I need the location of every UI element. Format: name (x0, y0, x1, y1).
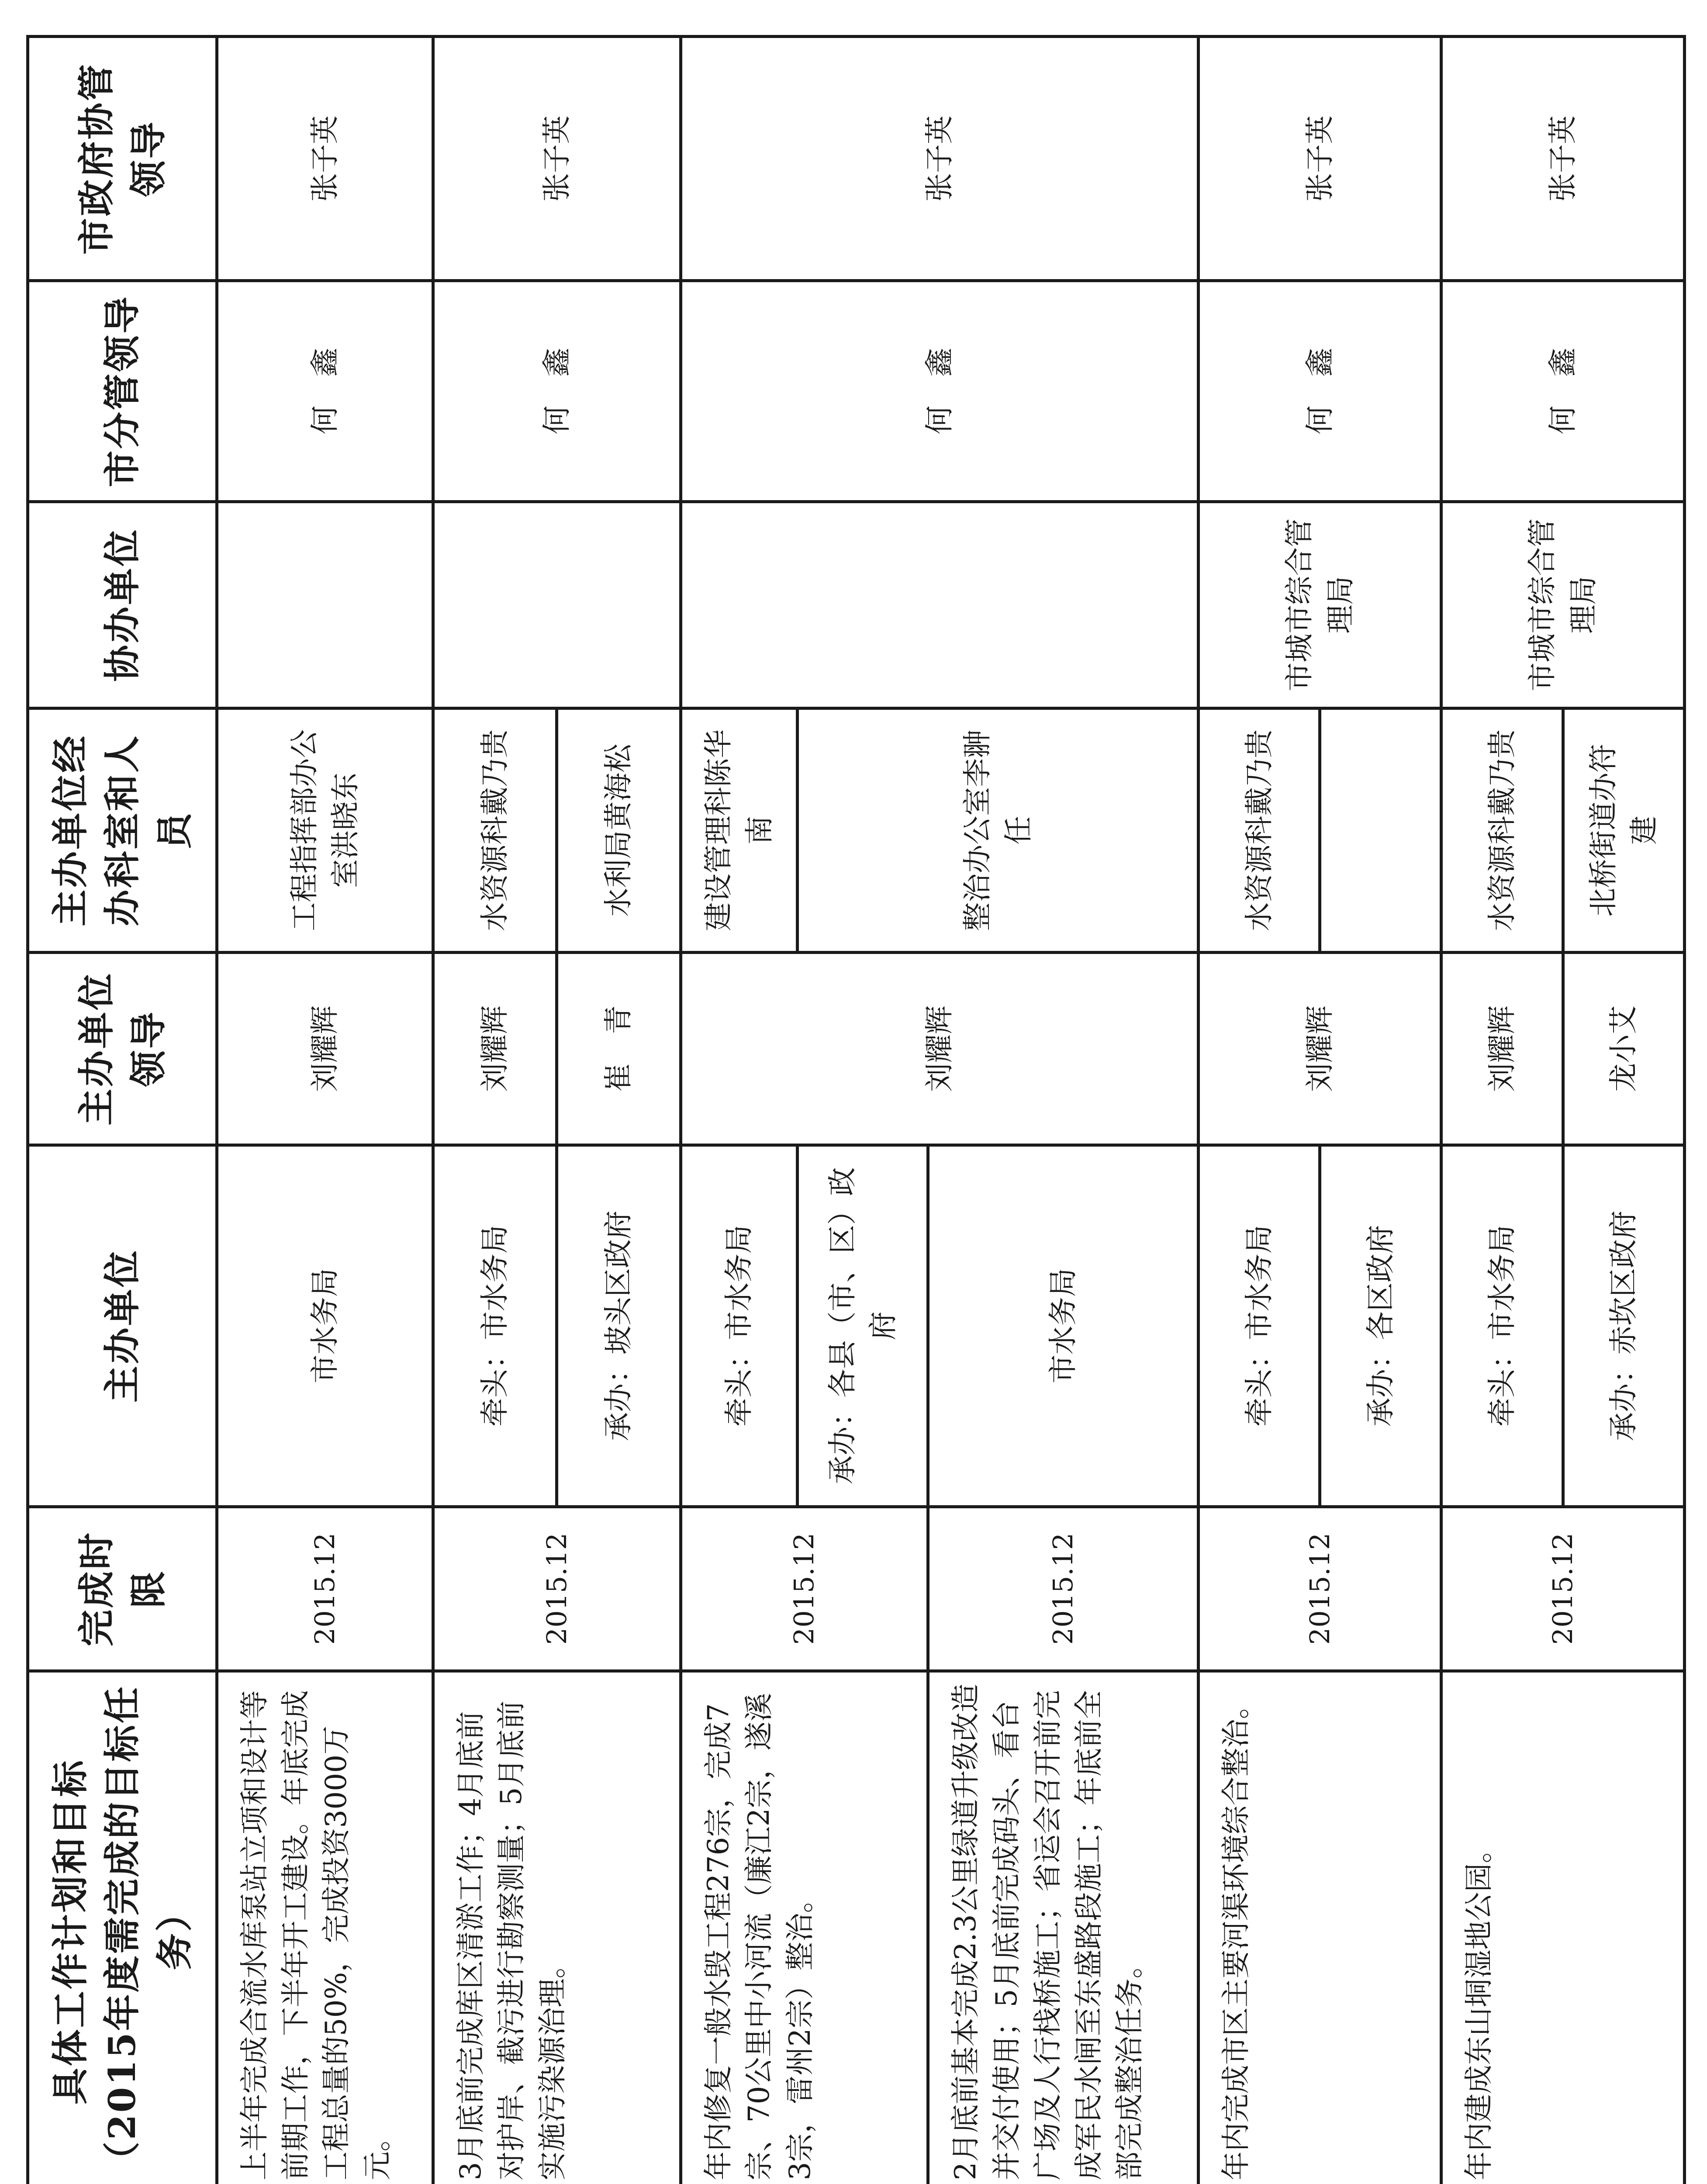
cell-co-unit: 市城市综合管理局 (1198, 501, 1441, 708)
cell-plan: 年内建成东山垌湿地公园。 (1441, 1671, 1685, 2184)
cell-sub-staff: 北桥街道办符 建 (1563, 708, 1684, 952)
cell-gov-leader: 张子英 (433, 37, 681, 281)
header-co-unit: 协办单位 (28, 501, 217, 708)
cell-sub-unit: 承办：各县（市、区）政府 (798, 1145, 928, 1507)
cell-deadline: 2015.12 (433, 1507, 681, 1671)
cell-lead-staff: 建设管理科陈华南 (681, 708, 798, 952)
header-host-unit: 主办单位 (28, 1145, 217, 1507)
cell-lead-leader: 刘耀辉 (681, 952, 1198, 1145)
cell-sub-unit: 承办：赤坎区政府 (1563, 1145, 1684, 1507)
cell-plan: 3月底前完成库区清淤工作；4月底前对护岸、截污进行勘察测量；5月底前实施污染源治理。 (433, 1671, 681, 2184)
cell-host-staff: 工程指挥部办公室洪晓东 (217, 708, 433, 952)
header-row (28, 37, 217, 2184)
cell-gov-leader: 张子英 (1198, 37, 1441, 281)
cell-host-unit: 市水务局 (217, 1145, 433, 1507)
cell-city-leader: 何 鑫 (433, 281, 681, 501)
cell-deadline: 2015.12 (217, 1507, 433, 1671)
cell-deadline: 2015.12 (681, 1507, 928, 1671)
cell-lead-unit: 牵头：市水务局 (1198, 1145, 1320, 1507)
cell-gov-leader: 张子英 (681, 37, 1198, 281)
cell-deadline: 2015.12 (1198, 1507, 1441, 1671)
header-city-leader: 市分管领导 (28, 281, 217, 501)
cell-lead-leader: 刘耀辉 (433, 952, 556, 1145)
cell-co-unit (681, 501, 1198, 708)
cell-city-leader: 何 鑫 (217, 281, 433, 501)
header-plan (28, 1671, 217, 2184)
header-deadline: 完成时限 (28, 1507, 217, 1671)
cell-sub-staff (1320, 708, 1441, 952)
cell-host-leader: 刘耀辉 (217, 952, 433, 1145)
cell-city-leader: 何 鑫 (1198, 281, 1441, 501)
cell-lead-staff: 水资源科戴乃贵 (433, 708, 556, 952)
cell-lead-unit: 牵头：市水务局 (1441, 1145, 1563, 1507)
table-row (217, 37, 433, 2184)
cell-sub-leader: 崔 青 (557, 952, 681, 1145)
cell-sub-unit: 承办：坡头区政府 (557, 1145, 681, 1507)
cell-lead-staff: 水资源科戴乃贵 (1441, 708, 1563, 952)
header-host-staff: 主办单位经办科室和人员 (28, 708, 217, 952)
cell-city-leader: 何 鑫 (1441, 281, 1685, 501)
cell-lead-leader: 刘耀辉 (1198, 952, 1441, 1145)
table-row (681, 37, 798, 2184)
cell-plan: 2月底前基本完成2.3公里绿道升级改造并交付使用；5月底前完成码头、看台广场及人行栈桥施工；省运会召开前完成军民水闸至东盛路段施工；年底前全部完成整治任务。 (928, 1671, 1198, 2184)
header-host-leader: 主办单位领导 (28, 952, 217, 1145)
cell-deadline: 2015.12 (1441, 1507, 1685, 1671)
cell-lead-staff: 水资源科戴乃贵 (1198, 708, 1320, 952)
cell-plan: 年内完成市区主要河渠环境综合整治。 (1198, 1671, 1441, 2184)
table-row (433, 37, 556, 2184)
cell-lead-leader: 刘耀辉 (1441, 952, 1563, 1145)
cell-deadline: 2015.12 (928, 1507, 1198, 1671)
header-plan-subtitle: （2015年度需完成的目标任务） (100, 1685, 196, 2179)
cell-co-unit: 市城市综合管理局 (1441, 501, 1685, 708)
header-gov-leader: 市政府协管领导 (28, 37, 217, 281)
cell-city-leader: 何 鑫 (681, 281, 1198, 501)
cell-gov-leader: 张子英 (1441, 37, 1685, 281)
cell-co-unit (433, 501, 681, 708)
cell-lead-unit: 牵头：市水务局 (433, 1145, 556, 1507)
task-table (26, 35, 1686, 2184)
cell-host-staff: 整治办公室李翀任 (798, 708, 1198, 952)
header-plan-title: 具体工作计划和目标 (48, 1759, 92, 2105)
cell-host-unit: 市水务局 (928, 1145, 1198, 1507)
cell-gov-leader: 张子英 (217, 37, 433, 281)
cell-co-unit (217, 501, 433, 708)
cell-plan: 上半年完成合流水库泵站立项和设计等前期工作，下半年开工建设。年底完成工程总量的50%，完成投资3000万元。 (217, 1671, 433, 2184)
cell-sub-unit: 承办：各区政府 (1320, 1145, 1441, 1507)
table-row (1441, 37, 1563, 2184)
cell-sub-staff: 水利局黄海松 (557, 708, 681, 952)
cell-plan: 年内修复一般水毁工程276宗，完成7宗、70公里中小河流（廉江2宗，遂溪3宗，雷州2宗）整治。 (681, 1671, 928, 2184)
table-row (1198, 37, 1320, 2184)
cell-sub-leader: 龙小艾 (1563, 952, 1684, 1145)
cell-lead-unit: 牵头：市水务局 (681, 1145, 798, 1507)
